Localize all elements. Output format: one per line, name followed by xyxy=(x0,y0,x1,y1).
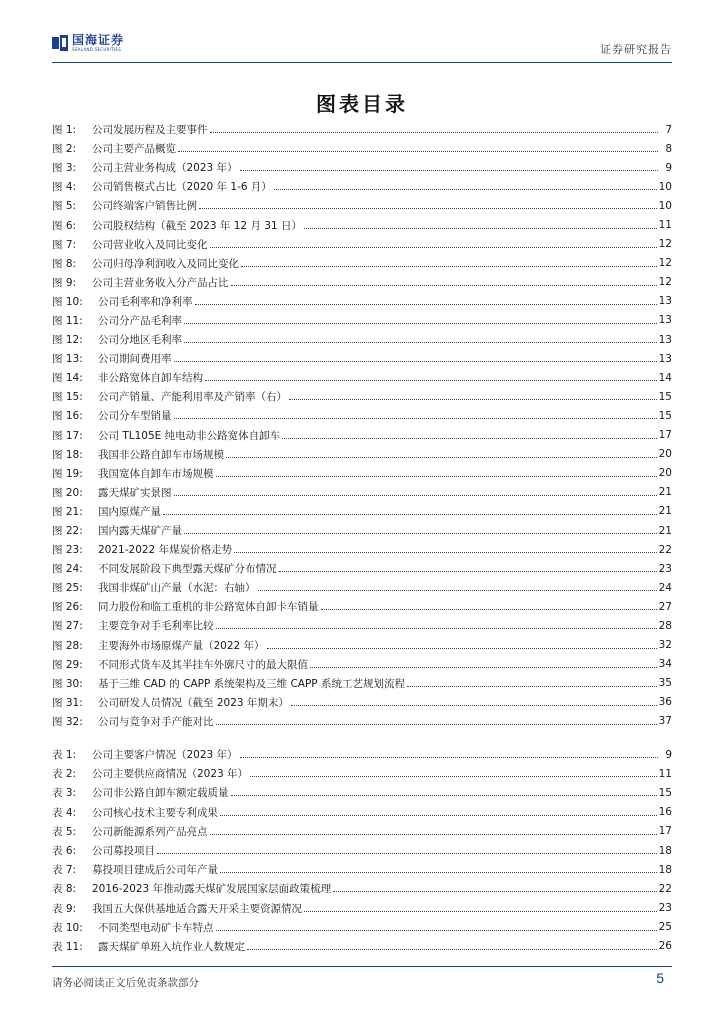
toc-entry-page: 8 xyxy=(665,142,672,155)
toc-entry-page: 21 xyxy=(658,524,672,537)
toc-entry-label: 图 24: xyxy=(52,563,83,576)
toc-entry-page: 20 xyxy=(658,467,672,480)
toc-dot-leader xyxy=(210,247,657,248)
toc-entry-label: 图 8: xyxy=(52,257,77,270)
toc-entry-page: 17 xyxy=(658,825,672,838)
figure-toc-entry[interactable] xyxy=(52,158,672,177)
toc-entry-title: 公司主要产品概览 xyxy=(92,143,176,156)
figure-toc-entry[interactable] xyxy=(52,406,672,425)
toc-entry-label: 图 26: xyxy=(52,601,83,614)
figure-toc-entry[interactable] xyxy=(52,578,672,597)
toc-entry-page: 36 xyxy=(658,696,672,709)
toc-entry-page: 16 xyxy=(658,806,672,819)
toc-entry-title: 募投项目建成后公司年产量 xyxy=(92,864,218,877)
figure-toc-entry[interactable] xyxy=(52,636,672,655)
toc-dot-leader xyxy=(216,476,657,477)
toc-entry-label: 图 19: xyxy=(52,467,83,480)
figure-toc-entry[interactable] xyxy=(52,349,672,368)
page-title: 图表目录 xyxy=(316,92,408,116)
toc-entry-page: 10 xyxy=(658,199,672,212)
toc-dot-leader xyxy=(304,228,657,229)
toc-entry-page: 18 xyxy=(658,863,672,876)
toc-dot-leader xyxy=(241,266,657,267)
toc-entry-title: 国内原煤产量 xyxy=(98,505,161,518)
toc-entry-label: 图 14: xyxy=(52,372,83,385)
toc-entry-label: 表 3: xyxy=(52,787,77,800)
toc-entry-page: 23 xyxy=(658,902,672,915)
company-logo xyxy=(52,30,124,56)
toc-dot-leader xyxy=(321,609,657,610)
toc-entry-label: 图 20: xyxy=(52,486,83,499)
toc-entry-page: 37 xyxy=(658,715,672,728)
toc-entry-page: 15 xyxy=(658,409,672,422)
toc-dot-leader xyxy=(205,380,657,381)
toc-dot-leader xyxy=(174,495,657,496)
toc-entry-page: 15 xyxy=(658,390,672,403)
toc-entry-page: 21 xyxy=(658,486,672,499)
logo-english-name: SEALAND SECURITIES xyxy=(72,47,122,52)
toc-dot-leader xyxy=(234,552,657,553)
toc-dot-leader xyxy=(184,323,657,324)
toc-entry-page: 35 xyxy=(658,677,672,690)
figure-toc-entry[interactable] xyxy=(52,387,672,406)
toc-entry-title: 公司与竞争对手产能对比 xyxy=(98,715,214,728)
toc-entry-title: 公司销售模式占比（2020 年 1-6 月） xyxy=(92,181,272,194)
toc-entry-title: 公司研发人员情况（截至 2023 年期末） xyxy=(98,696,289,709)
figure-toc-entry[interactable] xyxy=(52,273,672,292)
toc-entry-label: 图 32: xyxy=(52,715,83,728)
toc-dot-leader xyxy=(310,667,657,668)
toc-entry-label: 表 9: xyxy=(52,902,77,915)
toc-entry-page: 13 xyxy=(658,333,672,346)
toc-dot-leader xyxy=(333,891,657,892)
toc-entry-label: 图 17: xyxy=(52,429,83,442)
toc-dot-leader xyxy=(195,304,657,305)
toc-entry-page: 14 xyxy=(658,371,672,384)
toc-entry-title: 公司核心技术主要专利成果 xyxy=(92,806,218,819)
toc-entry-page: 12 xyxy=(658,238,672,251)
toc-entry-label: 图 27: xyxy=(52,620,83,633)
toc-entry-page: 21 xyxy=(658,505,672,518)
toc-entry-label: 图 4: xyxy=(52,181,77,194)
toc-entry-title: 公司股权结构（截至 2023 年 12 月 31 日） xyxy=(92,219,302,232)
toc-entry-page: 12 xyxy=(658,257,672,270)
toc-entry-title: 非公路宽体自卸车结构 xyxy=(98,372,203,385)
toc-entry-page: 34 xyxy=(658,658,672,671)
toc-entry-title: 公司新能源系列产品亮点 xyxy=(92,825,208,838)
toc-entry-title: 公司终端客户销售比例 xyxy=(92,200,197,213)
figure-toc-entry[interactable] xyxy=(52,540,672,559)
toc-entry-page: 32 xyxy=(658,639,672,652)
toc-dot-leader xyxy=(289,399,657,400)
toc-entry-title: 公司毛利率和净利率 xyxy=(98,295,193,308)
toc-entry-label: 图 23: xyxy=(52,544,83,557)
toc-dot-leader xyxy=(210,132,659,133)
toc-dot-leader xyxy=(240,170,658,171)
tables-toc xyxy=(52,745,672,956)
toc-entry-page: 24 xyxy=(658,581,672,594)
toc-entry-title: 同力股份和临工重机的非公路宽体自卸卡车销量 xyxy=(98,601,319,614)
toc-entry-page: 20 xyxy=(658,448,672,461)
figure-toc-entry[interactable] xyxy=(52,616,672,635)
toc-entry-page: 28 xyxy=(658,619,672,632)
figure-toc-entry[interactable] xyxy=(52,464,672,483)
figure-toc-entry[interactable] xyxy=(52,712,672,731)
figure-toc-entry[interactable] xyxy=(52,120,672,139)
figure-toc-entry[interactable] xyxy=(52,311,672,330)
toc-entry-page: 9 xyxy=(665,748,672,761)
table-toc-entry[interactable] xyxy=(52,822,672,841)
toc-dot-leader xyxy=(216,930,657,931)
toc-entry-title: 公司发展历程及主要事件 xyxy=(92,124,208,137)
toc-entry-label: 图 29: xyxy=(52,658,83,671)
table-toc-entry[interactable] xyxy=(52,764,672,783)
toc-entry-title: 我国非煤矿山产量（水泥：右轴） xyxy=(98,582,256,595)
figure-toc-entry[interactable] xyxy=(52,292,672,311)
figure-toc-entry[interactable] xyxy=(52,196,672,215)
toc-dot-leader xyxy=(220,815,657,816)
toc-entry-title: 露天煤矿实景图 xyxy=(98,486,172,499)
figure-toc-entry[interactable] xyxy=(52,559,672,578)
toc-entry-title: 主要竞争对手毛利率比较 xyxy=(98,620,214,633)
toc-entry-title: 公司非公路自卸车额定载质量 xyxy=(92,787,229,800)
toc-entry-title: 公司营业收入及同比变化 xyxy=(92,238,208,251)
toc-entry-label: 图 25: xyxy=(52,582,83,595)
toc-entry-title: 露天煤矿单班入坑作业人数规定 xyxy=(98,940,245,953)
toc-entry-page: 7 xyxy=(665,123,672,136)
toc-dot-leader xyxy=(274,189,657,190)
report-type-label: 证券研究报告 xyxy=(600,43,672,56)
figure-toc-entry[interactable] xyxy=(52,483,672,502)
table-toc-entry[interactable] xyxy=(52,918,672,937)
figure-toc-entry[interactable] xyxy=(52,674,672,693)
figure-toc-entry[interactable] xyxy=(52,177,672,196)
toc-dot-leader xyxy=(210,834,657,835)
toc-entry-title: 我国五大保供基地适合露天开采主要资源情况 xyxy=(92,902,302,915)
toc-entry-title: 公司主营业务构成（2023 年） xyxy=(92,162,238,175)
toc-entry-page: 27 xyxy=(658,600,672,613)
header-divider xyxy=(52,62,672,63)
toc-dot-leader xyxy=(184,533,657,534)
toc-dot-leader xyxy=(304,911,657,912)
toc-entry-label: 图 10: xyxy=(52,295,83,308)
toc-entry-label: 图 6: xyxy=(52,219,77,232)
toc-entry-page: 12 xyxy=(658,276,672,289)
table-toc-entry[interactable] xyxy=(52,745,672,764)
table-toc-entry[interactable] xyxy=(52,899,672,918)
toc-entry-title: 公司 TL105E 纯电动非公路宽体自卸车 xyxy=(98,429,281,442)
figure-toc-entry[interactable] xyxy=(52,235,672,254)
figure-toc-entry[interactable] xyxy=(52,521,672,540)
toc-dot-leader xyxy=(216,724,657,725)
toc-entry-title: 公司主要客户情况（2023 年） xyxy=(92,749,238,762)
toc-entry-label: 图 5: xyxy=(52,200,77,213)
toc-entry-page: 9 xyxy=(665,161,672,174)
toc-entry-label: 图 31: xyxy=(52,696,83,709)
toc-entry-page: 25 xyxy=(658,921,672,934)
toc-entry-label: 图 11: xyxy=(52,314,83,327)
toc-entry-page: 13 xyxy=(658,314,672,327)
toc-entry-label: 图 30: xyxy=(52,677,83,690)
table-toc-entry[interactable] xyxy=(52,841,672,860)
toc-entry-title: 主要海外市场原煤产量（2022 年） xyxy=(98,639,265,652)
toc-entry-label: 表 6: xyxy=(52,845,77,858)
toc-entry-title: 我国宽体自卸车市场规模 xyxy=(98,467,214,480)
toc-dot-leader xyxy=(240,757,658,758)
toc-dot-leader xyxy=(199,208,657,209)
figure-toc-entry[interactable] xyxy=(52,368,672,387)
figure-toc-entry[interactable] xyxy=(52,426,672,445)
table-toc-entry[interactable] xyxy=(52,783,672,802)
toc-entry-title: 公司主营业务收入分产品占比 xyxy=(92,276,229,289)
figure-toc-entry[interactable] xyxy=(52,445,672,464)
toc-dot-leader xyxy=(291,705,657,706)
toc-entry-label: 图 18: xyxy=(52,448,83,461)
toc-dot-leader xyxy=(279,571,657,572)
toc-entry-page: 22 xyxy=(658,543,672,556)
toc-entry-label: 图 7: xyxy=(52,238,77,251)
toc-entry-label: 图 1: xyxy=(52,124,77,137)
toc-entry-label: 表 2: xyxy=(52,768,77,781)
figure-toc-entry[interactable] xyxy=(52,693,672,712)
toc-dot-leader xyxy=(184,342,657,343)
toc-dot-leader xyxy=(178,151,658,152)
toc-dot-leader xyxy=(267,648,657,649)
toc-dot-leader xyxy=(174,361,657,362)
figure-toc-entry[interactable] xyxy=(52,655,672,674)
toc-entry-title: 公司产销量、产能利用率及产销率（右） xyxy=(98,391,287,404)
toc-entry-label: 图 12: xyxy=(52,334,83,347)
toc-entry-page: 23 xyxy=(658,562,672,575)
toc-entry-title: 我国非公路自卸车市场规模 xyxy=(98,448,224,461)
figure-toc-entry[interactable] xyxy=(52,254,672,273)
toc-dot-leader xyxy=(157,853,657,854)
toc-entry-page: 18 xyxy=(658,844,672,857)
toc-dot-leader xyxy=(220,872,657,873)
toc-entry-page: 11 xyxy=(658,767,672,780)
toc-dot-leader xyxy=(231,285,657,286)
toc-entry-label: 表 11: xyxy=(52,940,83,953)
toc-entry-label: 表 5: xyxy=(52,825,77,838)
toc-entry-title: 不同发展阶段下典型露天煤矿分布情况 xyxy=(98,563,277,576)
toc-entry-title: 公司分产品毛利率 xyxy=(98,314,182,327)
figures-toc xyxy=(52,120,672,731)
toc-entry-label: 图 22: xyxy=(52,525,83,538)
toc-entry-label: 表 1: xyxy=(52,749,77,762)
toc-entry-label: 表 4: xyxy=(52,806,77,819)
toc-dot-leader xyxy=(282,438,657,439)
disclaimer-text: 请务必阅读正文后免责条款部分 xyxy=(52,977,199,989)
logo-mark-icon xyxy=(52,35,68,51)
toc-entry-page: 17 xyxy=(658,429,672,442)
figure-toc-entry[interactable] xyxy=(52,215,672,234)
toc-dot-leader xyxy=(226,457,657,458)
page-number: 5 xyxy=(656,970,664,986)
toc-entry-title: 基于三维 CAD 的 CAPP 系统架构及三维 CAPP 系统工艺规划流程 xyxy=(98,677,405,690)
figure-toc-entry[interactable] xyxy=(52,330,672,349)
toc-entry-page: 22 xyxy=(658,882,672,895)
toc-entry-page: 26 xyxy=(658,940,672,953)
table-toc-entry[interactable] xyxy=(52,879,672,898)
toc-entry-page: 11 xyxy=(658,219,672,232)
toc-entry-label: 图 21: xyxy=(52,505,83,518)
toc-entry-page: 10 xyxy=(658,180,672,193)
toc-entry-label: 图 2: xyxy=(52,143,77,156)
toc-entry-title: 不同类型电动矿卡车特点 xyxy=(98,921,214,934)
table-toc-entry[interactable] xyxy=(52,937,672,956)
page-header xyxy=(52,30,672,60)
toc-dot-leader xyxy=(216,628,657,629)
toc-dot-leader xyxy=(163,514,657,515)
toc-dot-leader xyxy=(174,418,657,419)
toc-entry-label: 图 3: xyxy=(52,162,77,175)
toc-dot-leader xyxy=(231,795,657,796)
table-toc-entry[interactable] xyxy=(52,803,672,822)
toc-entry-label: 表 10: xyxy=(52,921,83,934)
toc-entry-label: 图 9: xyxy=(52,276,77,289)
toc-entry-title: 公司主要供应商情况（2023 年） xyxy=(92,768,249,781)
logo-chinese-name: 国海证券 xyxy=(72,33,125,47)
toc-entry-label: 图 16: xyxy=(52,410,83,423)
toc-entry-label: 图 28: xyxy=(52,639,83,652)
toc-entry-page: 15 xyxy=(658,786,672,799)
figure-toc-entry[interactable] xyxy=(52,597,672,616)
toc-entry-title: 公司分地区毛利率 xyxy=(98,334,182,347)
toc-entry-title: 国内露天煤矿产量 xyxy=(98,525,182,538)
toc-entry-title: 公司期间费用率 xyxy=(98,353,172,366)
toc-dot-leader xyxy=(407,686,657,687)
toc-entry-page: 13 xyxy=(658,295,672,308)
toc-entry-title: 公司分车型销量 xyxy=(98,410,172,423)
toc-entry-title: 公司募投项目 xyxy=(92,845,155,858)
toc-entry-title: 不同形式货车及其半挂车外廓尺寸的最大限值 xyxy=(98,658,308,671)
table-toc-entry[interactable] xyxy=(52,860,672,879)
toc-entry-label: 图 15: xyxy=(52,391,83,404)
figure-toc-entry[interactable] xyxy=(52,502,672,521)
toc-entry-title: 2016-2023 年推动露天煤矿发展国家层面政策梳理 xyxy=(92,883,332,896)
toc-entry-label: 表 8: xyxy=(52,883,77,896)
toc-entry-title: 公司归母净利润收入及同比变化 xyxy=(92,257,239,270)
toc-entry-label: 图 13: xyxy=(52,353,83,366)
footer-divider xyxy=(52,966,672,967)
toc-entry-page: 13 xyxy=(658,352,672,365)
toc-entry-label: 表 7: xyxy=(52,864,77,877)
figure-toc-entry[interactable] xyxy=(52,139,672,158)
toc-dot-leader xyxy=(247,949,657,950)
toc-dot-leader xyxy=(258,590,657,591)
toc-entry-title: 2021-2022 年煤炭价格走势 xyxy=(98,544,233,557)
toc-dot-leader xyxy=(250,776,657,777)
